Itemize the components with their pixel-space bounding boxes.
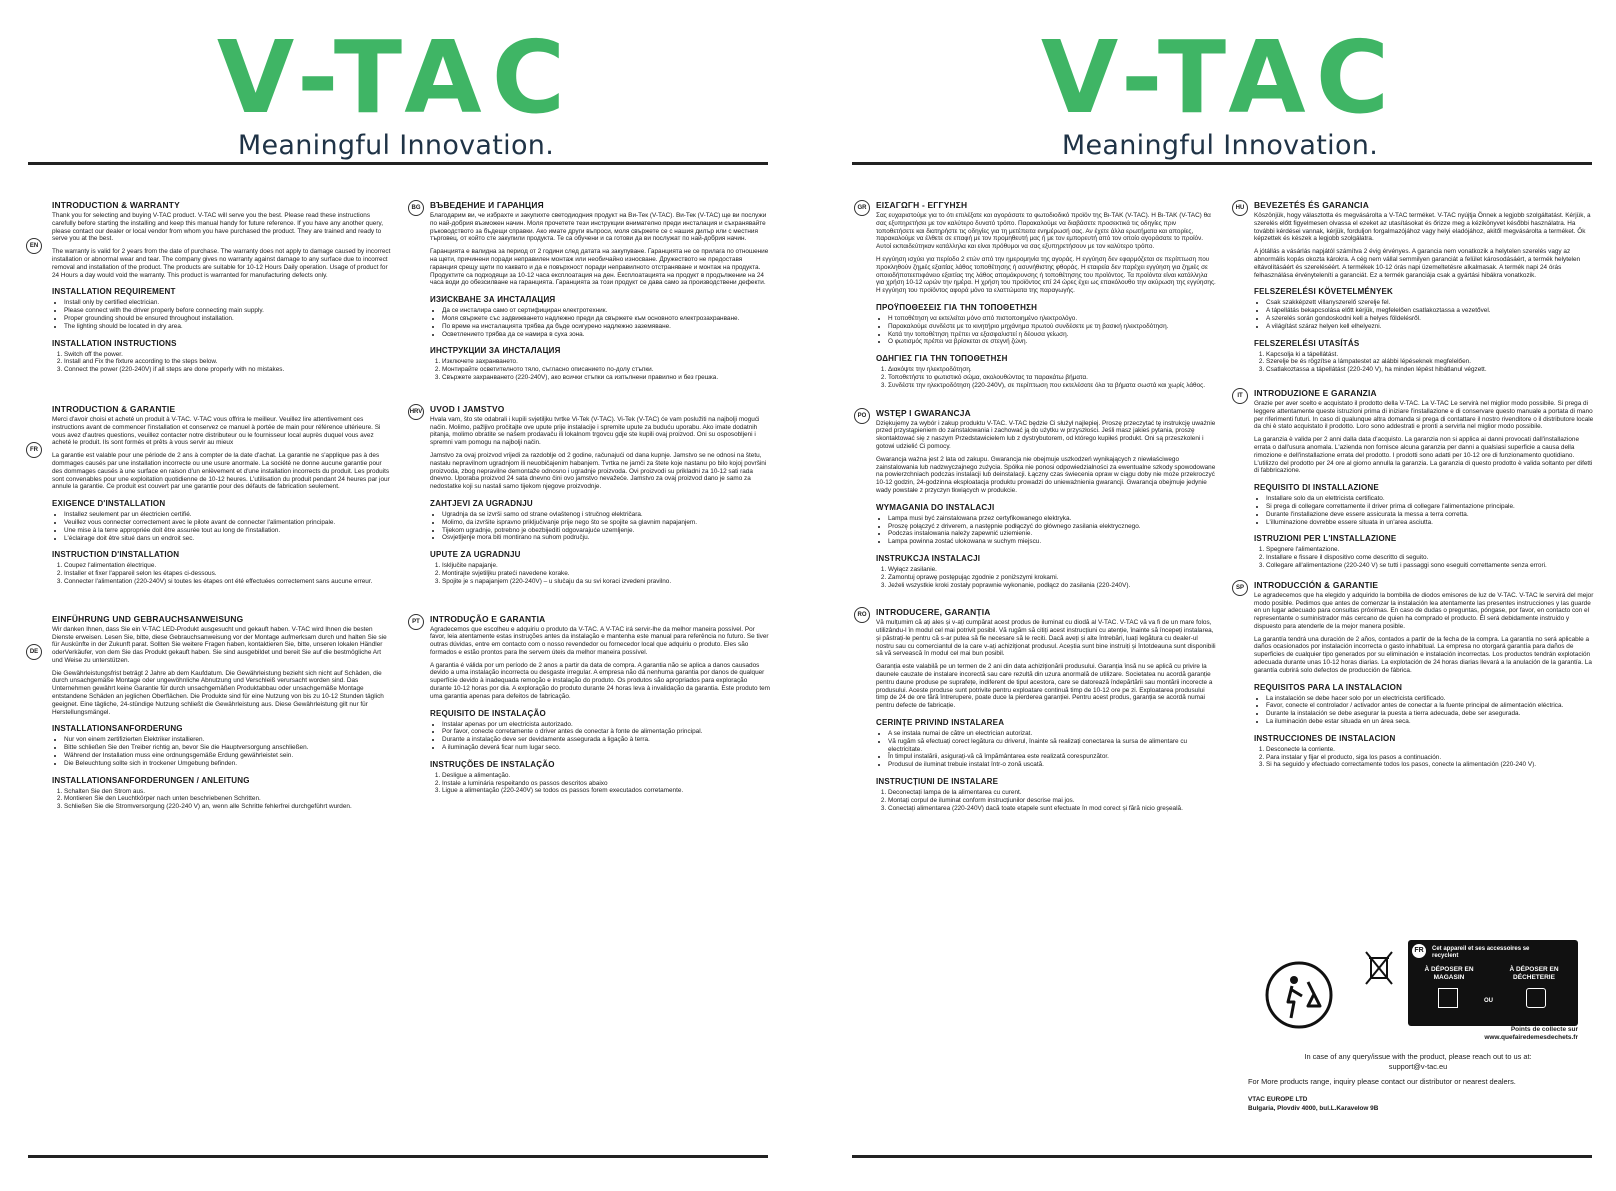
paragraph: Garanția este valabilă pe un termen de 2 ani din data achiziționării produsului. Garanția însă nu se aplică cu privire la daunele cauzate de instalare incorectă sau care rezultă din uzura anormală de utilizare. Societatea nu acordă garanție pentru daune produse pe suprafețe, indiferent de tipul acestora, care se datorează îndepărtării sau montării incorecte a produsului. Aceste produse sunt potrivite pentru exploatare continuă timp de 10-12 ore pe zi. Exploatarea produsului timp de 24 de ore fără întrerupere, poate duce la pierderea garanției. Pentru acest produs, garanția se acordă numai pentru defecte de fabricație. xyxy=(876,663,1213,710)
requirement-list xyxy=(430,511,770,542)
section-title: WSTĘP I GWARANCJA xyxy=(876,407,971,418)
list-item: • Osvjetljenje mora biti montirano na suhom području. xyxy=(442,534,770,542)
subheading: INSTALLATION INSTRUCTIONS xyxy=(52,338,177,348)
list-item: 1. Switch off the power. xyxy=(64,351,392,359)
logo-wordmark: V-TAC xyxy=(1040,19,1400,136)
bottom-rule xyxy=(28,1155,768,1158)
section-pt xyxy=(412,613,770,796)
paragraph: Hvala vam, što ste odabrali i kupili svjetiljku tvrtke Vi-Tek (V-TAC). Vi-Tek (V-TAC) će vam poslužiti na najbolji mogući način. Molimo, pažljivo pročitajte ove upute prije instalacije i spremite upute za buduću uporabu. Ako imate dodatnih pitanja, molimo obratite se našem prodavaču ili lokalnom trgovcu gdje ste kupili ovaj proizvod. Oni su osposobljeni i spremni vam pomogu na najbolji način. xyxy=(430,415,760,447)
requirement-list xyxy=(876,315,1216,346)
requirement-list xyxy=(1254,495,1594,526)
section-en xyxy=(29,200,392,374)
subheading: ΠΡΟΫΠΟΘΕΣΕΙΣ ΓΙΑ ΤΗΝ ΤΟΠΟΘΕΤΗΣΗ xyxy=(876,302,1038,312)
contact-line: For More products range, inquiry please contact our distributor or nearest dealers. xyxy=(1248,1077,1516,1086)
list-item: • Παρακαλούμε συνδέστε με το κινητήριο μηχάνημα πρωτού συνδέσετε με τη βασική ηλεκτροδότηση. xyxy=(888,323,1216,331)
paragraph: Die Gewährleistungsfrist beträgt 2 Jahre ab dem Kaufdatum. Die Gewährleistung bezieht sich nicht auf Schäden, die durch unsachgemäße Montage oder ungewöhnliche Abnutzung und Verschleiß verursacht worden sind. Das Unternehmen gewährt keine Garantie für durch unsachgemäßen Produktabbau oder unsachgemäße Montage entstandene Schäden an jeglichen Oberflächen. Die Produkte sind für eine Nutzung von bis zu 10-12 Stunden täglich geeignet. Eine tägliche, 24-stündige Nutzung schließt die Gewährleistung aus. Diese Gewährleistung gilt nur für Herstellungsmängel. xyxy=(52,669,384,716)
section-title: ΕΙΣΑΓΩΓΗ - ΕΓΓΥΗΣΗ xyxy=(876,200,968,210)
recycle-info-box xyxy=(1408,940,1578,1026)
subheading: INSTRUCȚIUNI DE INSTALARE xyxy=(876,777,999,787)
list-item: • The lighting should be located in dry area. xyxy=(64,323,392,331)
instruction-list xyxy=(876,566,1216,589)
list-item: • Durante a instalação deve ser devidamente assegurada a ligação à terra. xyxy=(442,736,770,744)
list-item: 1. Isključite napajanje. xyxy=(442,562,770,570)
instruction-list xyxy=(52,351,392,374)
list-item: • Lampa powinna zostać ulokowana w suchym miejscu. xyxy=(888,538,1216,546)
subheading: ISTRUZIONI PER L'INSTALLAZIONE xyxy=(1254,534,1397,544)
list-item: 3. Csatlakoztassa a tápellátást (220-240 V), ha minden lépést hibátlanul végzett. xyxy=(1266,366,1594,374)
list-item: • Installare solo da un elettricista certificato. xyxy=(1266,495,1594,503)
list-item: • Podczas instalowania należy zapewnić uziemienie. xyxy=(888,530,1216,538)
list-item: 3. Conectați alimentarea (220-240V) dacă toate etapele sunt efectuate în mod corect și fără nicio greșeală. xyxy=(888,805,1216,813)
paragraph: Agradecemos que escolheu e adquiriu o produto da V-TAC. A V-TAC irá servir-lhe da melhor maneira possível. Por favor, leia atentamente estas instruções antes da instalação e mantenha este manual para referência no futuro. Se tiver outras dúvidas, entre em contacto com o nosso revendedor ou fornecedor local que adquiriu o produto. Eles são formados e estão prontos para lhe servem úteis da melhor maneira possível. xyxy=(430,625,769,656)
list-item: 1. Coupez l'alimentation électrique. xyxy=(64,562,392,570)
requirement-list xyxy=(876,515,1216,546)
subheading: INSTRUCTION D'INSTALLATION xyxy=(52,550,180,560)
or-label: OU xyxy=(1484,998,1493,1004)
list-item: 3. Ligue a alimentação (220-240V) se todos os passos forem executados corretamente. xyxy=(442,787,770,795)
subheading: INSTALLATION REQUIREMENT xyxy=(52,287,176,297)
subheading: ИНСТРУКЦИИ ЗА ИНСТАЛАЦИЯ xyxy=(430,346,561,356)
collection-points xyxy=(1408,1026,1578,1042)
instruction-list xyxy=(430,562,770,585)
subheading: FELSZERELÉSI UTASÍTÁS xyxy=(1254,338,1360,348)
list-item: 3. Connect the power (220-240V) if all steps are done properly with no mistakes. xyxy=(64,366,392,374)
paragraph: Grazie per aver scelto e acquistato il prodotto della V-TAC. La V-TAC Le servirà nel miglior modo possibile. Si prega di leggere attentamente queste istruzioni prima di iniziare l'installazione e di conservare questo manuale a portata di mano per riferimenti futuri. In caso di qualunque altra domanda si prega di contattare il nostro rivenditore o il distributore locale da chi è stato acquistato il prodotto. Loro sono addestrati e pronti a servirla nel miglior modo possibile. xyxy=(1254,399,1594,431)
list-item: 2. Installer et fixer l'appareil selon les étapes ci-dessous. xyxy=(64,570,392,578)
store-dropoff: À DÉPOSER EN MAGASIN xyxy=(1424,966,1474,981)
subheading: REQUISITO DE INSTALAÇÃO xyxy=(430,708,546,718)
list-item: 3. Spojite je s napajanjem (220-240V) – u slučaju da su svi koraci izvedeni pravilno. xyxy=(442,578,770,586)
paragraph: Wir danken Ihnen, dass Sie ein V-TAC LED-Produkt ausgesucht und gekauft haben. V-TAC wird Ihnen die besten Dienste erweisen. Lesen Sie, bitte, diese Gebrauchsanweisung vor der Montage aufmerksam durch und halten Sie sie für Auskünfte in der Zukunft parat. Sollten Sie weitere Fragen haben, kontaktieren Sie, bitte, unseren lokalen Händler oderVerkäufer, von dem Sie das Produkt gekauft haben. Sie sind ausgebildet und bereit Sie auf die bestmögliche Art und Weise zu unterstützen. xyxy=(52,625,387,664)
list-item: • Bitte schließen Sie den Treiber richtig an, bevor Sie die Hauptversorgung anschließen. xyxy=(64,744,392,752)
page-left xyxy=(0,0,792,1191)
company-name: VTAC EUROPE LTD xyxy=(1248,1095,1308,1103)
list-item: • Si prega di collegare correttamente il driver prima di collegare l'alimentazione principale. xyxy=(1266,503,1594,511)
subheading: CERINȚE PRIVIND INSTALAREA xyxy=(876,718,1005,728)
page-gap xyxy=(792,0,824,1191)
list-item: • Veuillez vous connecter correctement avec le pilote avant de connecter l'alimentation principale. xyxy=(64,519,392,527)
list-item: 2. Montieren Sie den Leuchtkörper nach unten beschriebenen Schritten. xyxy=(64,795,392,803)
list-item: 2. Τοποθετήστε το φωτιστικό σώμα, ακολουθώντας τα παρακάτω βήματα. xyxy=(888,374,1216,382)
list-item: 2. Install and Fix the fixture according to the steps below. xyxy=(64,358,392,366)
list-item: • Instalar apenas por um electricista autorizado. xyxy=(442,721,770,729)
list-item: 1. Διακόψτε την ηλεκτροδότηση. xyxy=(888,366,1216,374)
section-title: INTRODUCTION & GARANTIE xyxy=(52,403,176,414)
paragraph: La garanzia è valida per 2 anni dalla data d'acquisto. La garanzia non si applica ai danni provocati dall'installazione errata o dall'usura anomala. L'azienda non fornisce alcuna garanzia per danni a qualsiasi superficie a causa della rimozione e dell'installazione errata del prodotto. I prodotti sono adatti per 10-12 ore di funzionamento quotidiano. L'utilizzo del prodotto per 24 ore al giorno annulla la garanzia. La garanzia di questo prodotto è valida soltanto per difetti di fabbricazione. xyxy=(1254,436,1593,475)
lang-badge: PO xyxy=(854,408,870,424)
list-item: • Install only by certified electrician. xyxy=(64,299,392,307)
lang-badge: SP xyxy=(1232,580,1248,596)
list-item: • Lampa musi być zainstalowana przez certyfikowanego elektryka. xyxy=(888,515,1216,523)
list-item: 1. Изключете захранването. xyxy=(442,358,770,366)
instruction-list xyxy=(876,366,1216,389)
column-left-1 xyxy=(29,200,392,815)
column-left-2 xyxy=(409,200,770,799)
subheading: INSTALLATIONSANFORDERUNGEN / ANLEITUNG xyxy=(52,775,250,785)
list-item: • Während der Installation muss eine ordnungsgemäße Erdung gewährleistet sein. xyxy=(64,752,392,760)
paragraph: Благодарим ви, че избрахте и закупихте светодиодния продукт на Ви-Тек (V-TAC). Ви-Тек (V-TAC) ще ви послужи по най-добрия възможен начин. Моля прочетете тези инструкции внимателно преди инсталация и съхранявайте ръководството за бъдещи справки. Ако имате други въпроси, моля свържете се с нашия дилър или с местния търговец, от който сте закупили продукта. Те са обучени и са готови да ви послужат по най-добрия начин. xyxy=(430,212,767,243)
subheading: EXIGENCE D'INSTALLATION xyxy=(52,499,166,509)
section-it xyxy=(1237,387,1594,570)
list-item: 2. Montirajte svjetiljku prateći navedene korake. xyxy=(442,570,770,578)
top-rule xyxy=(852,162,1592,165)
requirement-list xyxy=(876,730,1216,769)
list-item: • Моля свържете със задвижването надлежно преди да свържете към основното електрозахранване. xyxy=(442,315,770,323)
list-item: 2. Installare e fissare il dispositivo come descritto di seguito. xyxy=(1266,554,1594,562)
lang-badge: RO xyxy=(854,607,870,623)
instruction-list xyxy=(430,358,770,381)
requirement-list xyxy=(1254,695,1594,726)
subheading: INSTRUCCIONES DE INSTALACION xyxy=(1254,733,1396,743)
list-item: 1. Spegnere l'alimentazione. xyxy=(1266,546,1594,554)
logo-wordmark: V-TAC xyxy=(216,19,576,136)
section-gr xyxy=(857,200,1216,390)
requirement-list xyxy=(52,736,392,767)
list-item: • Favor, conecte el controlador / activador antes de conectar a la fuente principal de alimentación eléctrica. xyxy=(1266,702,1594,710)
list-item: 1. Desligue a alimentação. xyxy=(442,772,770,780)
crossed-bin-icon xyxy=(1364,950,1394,986)
recycle-line: Cet appareil et ses accessoires se recyclent xyxy=(1432,946,1530,959)
list-item: 3. Si ha seguido y efectuado correctamente todos los pasos, conecte la alimentación (220-240 V). xyxy=(1266,761,1594,769)
list-item: • Installez seulement par un électricien certifié. xyxy=(64,511,392,519)
paragraph: Le agradecemos que ha elegido y adquirido la bombilla de diodos emisores de luz de V-TAC. V-TAC le servirá del mejor modo posible. Pedimos que antes de comenzar la instalación lea atentamente las presentes instrucciones y las guarde en un lugar adecuado para consultas próximas. En caso de dudas o preguntas, póngase, por favor, en contacto con el representante o suministrador más cercano de quien ha comprado el producto. Él será debidamente instruido y dispuesto para atenderle de la mejor manera posible. xyxy=(1254,591,1594,630)
contact-line: In case of any query/issue with the product, please reach out to us at: xyxy=(1304,1052,1532,1061)
list-item: • La iluminación debe estar situada en un área seca. xyxy=(1266,718,1594,726)
paragraph: A garantia é válida por um período de 2 anos a partir da data de compra. A garantia não se aplica a danos causados devido a uma instalação incorrecta ou desgaste irregular. A empresa não dá nenhuma garantia por danos de qualquer superfície devido à inadequada remoção e instalação do produto. Os produtos são apropriados para exploração durante 10-12 horas por dia. A exploração do produto durante 24 horas leva à invalidação da garantia. Este produto tem uma garantia apenas para defeitos de fabricação. xyxy=(430,661,770,700)
section-ro xyxy=(857,607,1216,812)
list-item: • Vă rugăm să efectuați corect legătura cu driverul, înainte să realizați conectarea la sursa de alimentare cu electricitate. xyxy=(888,738,1216,754)
list-item: 3. Collegare all'alimentazione (220-240 V) se tutti i passaggi sono eseguiti correttamente senza errori. xyxy=(1266,562,1594,570)
list-item: • A se instala numai de către un electrician autorizat. xyxy=(888,730,1216,738)
instruction-list xyxy=(52,788,392,811)
lang-badge: FR xyxy=(26,442,42,458)
section-title: INTRODUÇÃO E GARANTIA xyxy=(430,613,546,624)
instruction-list xyxy=(52,562,392,585)
subheading: ИЗИСКВАНЕ ЗА ИНСТАЛАЦИЯ xyxy=(430,295,556,305)
section-title: INTRODUCERE, GARANȚIA xyxy=(876,607,991,618)
lang-badge: HRV xyxy=(408,404,424,420)
logo-tagline: Meaningful Innovation. xyxy=(1061,130,1379,161)
list-item: • L'illuminazione dovrebbe essere situata in un'area asciutta. xyxy=(1266,519,1594,527)
section-es xyxy=(1235,579,1594,770)
instruction-list xyxy=(876,789,1216,812)
paragraph: The warranty is valid for 2 years from the date of purchase. The warranty does not apply to damage caused by incorrect installation or abnormal wear and tear. The company gives no warranty against damage to any surface due to incorrect removal and installation of the product. The products are suitable for 10-12 Hours Daily operation. Usage of product for 24 Hours a day would void the warranty. This product is warranted for manufacturing defects only. xyxy=(52,248,391,279)
list-item: • Η τοποθέτηση να εκτελείται μόνο από πιστοποιημένο ηλεκτρολόγο. xyxy=(888,315,1216,323)
list-item: 1. Wyłącz zasilanie. xyxy=(888,566,1216,574)
company-address: Bulgaria, Plovdiv 4000, bul.L.Karavelow 9B xyxy=(1248,1105,1379,1112)
list-item: • Por favor, conecte corretamente o driver antes de conectar à fonte de alimentação principal. xyxy=(442,728,770,736)
list-item: • Molimo, da izvršite ispravno priključivanje prije nego što se spojite sa glavnim napajanjem. xyxy=(442,519,770,527)
list-item: 1. Deconectați lampa de la alimentarea cu curent. xyxy=(888,789,1216,797)
list-item: • A iluminação deverá ficar num lugar seco. xyxy=(442,744,770,752)
brand-logo xyxy=(0,19,792,161)
list-item: • Осветлението трябва да се намира в суха зона. xyxy=(442,331,770,339)
list-item: 2. Instale a luminária respeitando os passos descritos abaixo xyxy=(442,780,770,788)
paragraph: La garantie est valable pour une période de 2 ans à compter de la date d'achat. La garantie ne s'applique pas à des dommages causés par une installation incorrecte ou une usure anormale. La société ne donne aucune garantie pour des dommages causés à une surface en raison d'un enlèvement et d'une installation incorrects du produit. Les produits sont convenables pour une exploitation quotidienne de 10-12 heures. L'utilisation du produit pendant 24 heures par jour annule la garantie. Ce produit est couvert par une garantie pour des défauts de fabrication seulement. xyxy=(52,452,390,491)
section-de xyxy=(29,613,392,811)
lang-badge: PT xyxy=(408,614,424,630)
store-icon xyxy=(1438,988,1458,1008)
paragraph: Jamstvo za ovaj proizvod vrijedi za razdoblje od 2 godine, računajući od dana kupnje. Jamstvo se ne odnosi na štetu, nastalu nepravilnom ugradnjom ili neuobičajenim habanjem. Tvrtka ne jamči za štete koje nastanu po bilo kojoj površini proizvoda, zbog nepravilne demontaže odnosno i ugradnje proizvoda. Ovi proizvodi su prikladni za 10-12 sati rada dnevno. Uporaba proizvod 24 sata dnevno čini ovo jamstvo nevažeće. Jamstvo za ovaj proizvod dano je samo za nedostatke koji su nastali samo tijekom njegove proizvodnje. xyxy=(430,451,767,491)
list-item: • Tijekom ugradnje, potrebno je obezbijediti odgovarajuće uzemljenje. xyxy=(442,527,770,535)
section-title: INTRODUZIONE E GARANZIA xyxy=(1254,387,1377,398)
paragraph: Thank you for selecting and buying V-TAC product. V-TAC will serve you the best. Please read these instructions carefully before starting the installing and keep this manual handy for future reference. If you have any another query, please contact our dealer or local vendor from whom you have purchased the product. They are trained and ready to serve you at the best. xyxy=(52,212,383,243)
list-item: • Ο φωτισμός πρέπει να βρίσκεται σε στεγνή ζώνη. xyxy=(888,338,1216,346)
paragraph: Σας ευχαριστούμε για το ότι επιλέξατε και αγοράσατε το φωτοδιοδικό προϊόν της Βι-ΤΑΚ (V-TAC). Η Βι-ΤΑΚ (V-TAC) θα σας εξυπηρετήσει με τον καλύτερο δυνατό τρόπο. Παρακαλούμε να διαβάσετε προσεκτικά τις οδηγίες πριν τοποθετήσετε και διατηρήστε τις οδηγίες για τη μετέπειτα ενημέρωσή σας. Αν έχετε άλλα ερωτήματα και απορίες, παρακαλούμε να έλθετε σε επαφή με τον προμηθευτή μας ή με τον εμπορευτή από τον οποίο αγοράσατε το προϊόν. Αυτοί εκπαιδεύτηκαν κατάλληλα και είναι πρόθυμοι να σας εξυπηρετήσουν με τον καλύτερο τρόπο. xyxy=(876,212,1211,251)
list-item: 2. Zamontuj oprawę postępując zgodnie z poniższymi krokami. xyxy=(888,574,1216,582)
list-item: • Nur von einem zertifizierten Elektriker installieren. xyxy=(64,736,392,744)
section-hu xyxy=(1235,200,1594,374)
section-hr xyxy=(409,403,770,586)
paragraph: Merci d'avoir choisi et acheté un produit à V-TAC. V-TAC vous offrira le meilleur. Veuillez lire attentivement ces instructions avant de commencer l'installation et conservez ce manuel à portée de main pour référence ultérieure. Si vous avez d'autres questions, veuillez contacter notre distributeur ou le fournisseur local auprès duquel vous avez acheté le produit. Ils sont formés et prêts à vous servir au mieux xyxy=(52,415,381,447)
bottom-rule xyxy=(852,1155,1592,1158)
list-item: • Durante la instalación se debe asegurar la puesta a tierra adecuada, debe ser asegurada. xyxy=(1266,710,1594,718)
triman-recycle-icon xyxy=(1264,960,1334,1030)
list-item: • La instalación se debe hacer solo por un electricista certificado. xyxy=(1266,695,1594,703)
section-title: EINFÜHRUNG UND GEBRAUCHSANWEISUNG xyxy=(52,613,244,624)
list-item: • A világítást száraz helyen kell elhelyezni. xyxy=(1266,323,1594,331)
collection-label: Points de collecte sur xyxy=(1510,1026,1578,1033)
subheading: WYMAGANIA DO INSTALACJI xyxy=(876,502,995,512)
top-rule xyxy=(28,162,768,165)
list-item: 3. Συνδέστε την ηλεκτροδότηση (220-240V), σε περίπτωση που εκτελέσατε όλα τα βήματα σωστά και χωρίς λάθος. xyxy=(888,382,1216,390)
list-item: 2. Montați corpul de iluminat conform instrucțiunilor descrise mai jos. xyxy=(888,797,1216,805)
paragraph: Гаранцията е валидна за период от 2 години след датата на закупуване. Гаранцията не се прилага по отношение на щети, причинени поради неправилен монтаж или необичайно износване. Дружеството не предоставя гаранция срещу щети по каквато и да е повърхност поради неправилното отстраняване и монтаж на продукта. Продуктите са подходящи за 10-12 часа експлоатация на ден. Експлоатацията на продукт в продължение на 24 часа води до обезсилване на гаранцията. Гаранцията за този продукт се дава само за производствени дефекти. xyxy=(430,248,769,287)
list-item: • Да се инсталира само от сертифициран електротехник. xyxy=(442,307,770,315)
list-item: • Produsul de iluminat trebuie instalat într-o zonă uscată. xyxy=(888,761,1216,769)
section-title: BEVEZETÉS ÉS GARANCIA xyxy=(1254,200,1369,210)
instruction-list xyxy=(1254,746,1594,769)
list-item: • Die Beleuchtung sollte sich in trockener Umgebung befinden. xyxy=(64,760,392,768)
list-item: • A szerelés során gondoskodni kell a helyes földelésről. xyxy=(1266,315,1594,323)
list-item: • Csak szakképzett villanyszerelő szerelje fel. xyxy=(1266,299,1594,307)
subheading: UPUTE ZA UGRADNJU xyxy=(430,550,521,560)
section-bg xyxy=(411,200,770,382)
paragraph: Gwarancja ważna jest 2 lata od zakupu. Gwarancja nie obejmuje uszkodzeń wynikających z niewłaściwego zainstalowania lub nadzwyczajnego zużycia. Spółka nie ponosi odpowiedzialności za ewentualne szkody spowodowane na powierzchniach podczas instalacji lub deinstalacji. Łączny czas świecenia opraw w ciągu doby nie może przekroczyć 10-12 godzin, 24-godzinna eksploatacja produktu prowadzi do unieważnienia gwarancji. Gwarancja obejmuje jedynie wady powstałe z przyczyn tkwiących w produkcie. xyxy=(876,455,1216,494)
requirement-list xyxy=(1254,299,1594,330)
list-item: 1. Schalten Sie den Strom aus. xyxy=(64,788,392,796)
subheading: INSTRUKCJA INSTALACJI xyxy=(876,553,981,563)
column-right-2 xyxy=(1235,200,1594,773)
paragraph: La garantía tendrá una duración de 2 años, contados a partir de la fecha de la compra. La garantía no será aplicable a daños ocasionados por instalación incorrecta o gasto inhabitual. La empresa no otorgará garantía para daños de superficies de cualquier tipo generados por su eliminación e instalación incorrectas. Los productos tendrán explotación adecuada durante unas 10-12 horas diarias. La explotación de 24 horas diarias llevará a la anulación de la garantía. La garantía cubrirá solo defectos de producción de fábrica. xyxy=(1254,635,1592,674)
column-right-1 xyxy=(857,200,1216,816)
list-item: • Please connect with the driver properly before connecting main supply. xyxy=(64,307,392,315)
section-fr xyxy=(30,403,392,586)
lang-badge: HU xyxy=(1232,200,1248,216)
paragraph: Η εγγύηση ισχύει για περίοδο 2 ετών από την ημερομηνία της αγοράς. Η εγγύηση δεν εφαρμόζεται σε περίπτωση που προκληθούν ζημιές εξαιτίας λάθος τοποθέτησης ή ασυνήθιστης φθοράς. Η εταιρεία δεν παρέχει εγγύηση για ζημιές σε οποιοδήποτεεπιφάνειο εξαιτίας της λάθος απομάκρυνσης ή τοποθέτησης του προϊόντος. Τα προϊόντα είναι κατάλληλα για χρήση 10-12 ωρών την ημέρα. Η χρήση του προϊόντος επί 24 ώρες έχει ως επακόλουθο την ακύρωση της εγγύησης. Η εγγύηση του προϊόντος αφορά μόνο τα ελαττώματα της παραγωγής. xyxy=(876,255,1216,295)
paragraph: Köszönjük, hogy választotta és megvásárolta a V-TAC terméket. V-TAC nyújtja Önnek a legjobb szolgáltatást. Kérjük, a szerelés előtt figyelmesen olvassa el ezeket az utasításokat és őrizze meg a kézikönyvet későbbi használatra. Ha további kérdései vannak, kérjük, forduljon forgalmazójához vagy helyi eladójához, akitől megvásárolta a terméket. Ők képzettek és készek a legjobb szolgálatra. xyxy=(1254,212,1591,243)
list-item: 3. Jeżeli wszystkie kroki zostały poprawnie wykonanie, podłącz do zasilania (220-240V). xyxy=(888,582,1216,590)
list-item: • L'éclairage doit être situé dans un endroit sec. xyxy=(64,535,392,543)
list-item: 1. Kapcsolja ki a tápellátást. xyxy=(1266,351,1594,359)
requirement-list xyxy=(430,307,770,338)
list-item: • Ugradnja da se izvrši samo od strane ovlaštenog i stručnog električara. xyxy=(442,511,770,519)
dump-icon xyxy=(1526,988,1546,1008)
paragraph: A jótállás a vásárlás napjától számítva 2 évig érvényes. A garancia nem vonatkozik a helytelen szerelés vagy az abnormális kopás okozta károkra. A cég nem vállal semmilyen garanciát a felület károsodásáért, a termék helytelen eltávolításáért és szereléséért. A termékek 10-12 órás napi üzemeltetésre alkalmasak. A termék napi 24 órás felhasználása érvényteleníti a garanciát. Ez a termék garanciája csak a gyártási hibákra vonatkozik. xyxy=(1254,248,1581,279)
page-right xyxy=(824,0,1616,1191)
section-title: UVOD I JAMSTVO xyxy=(430,403,505,414)
paragraph: Dziękujemy za wybór i zakup produktu V-TAC. V-TAC będzie Ci służył najlepiej. Proszę przeczytać tę instrukcję uważnie przed przystąpieniem do zainstalowania i zachować ją do użytku w przyszłości. Jeśli masz jakieś pytania, proszę skontaktować się z naszym Przedstawicielem lub z dystrybutorem, od którego kupiłeś produkt. Oni są przeszkoleni i gotowi udzielić Ci pomocy. xyxy=(876,419,1216,450)
subheading: ZAHTJEVI ZA UGRADNJU xyxy=(430,498,533,508)
instruction-list xyxy=(430,772,770,795)
instruction-list xyxy=(1254,546,1594,569)
lang-badge: EN xyxy=(26,238,42,254)
instruction-list xyxy=(1254,351,1594,374)
collection-site: www.quefairedemesdechets.fr xyxy=(1484,1034,1578,1041)
list-item: 3. Connecter l'alimentation (220-240V) si toutes les étapes ont été effectuées correctement sans aucune erreur. xyxy=(64,578,392,586)
subheading: INSTRUÇÕES DE INSTALAÇÃO xyxy=(430,759,555,769)
list-item: • În timpul instalării, asigurați-vă că împământarea este realizată corespunzător. xyxy=(888,753,1216,761)
subheading: ΟΔΗΓΙΕΣ ΓΙΑ ΤΗΝ ΤΟΠΟΘΕΤΗΣΗ xyxy=(876,354,1008,364)
section-title: INTRODUCTION & WARRANTY xyxy=(52,200,180,210)
dump-dropoff: À DÉPOSER EN DÉCHETERIE xyxy=(1509,966,1559,981)
list-item: 3. Свържете захранването (220-240V), ако всички стъпки са изпълнени правилно и без грешка. xyxy=(442,374,770,382)
section-pl xyxy=(857,407,1216,590)
list-item: 2. Монтирайте осветителното тяло, съгласно описанието по-долу стъпки. xyxy=(442,366,770,374)
list-item: • A tápellátás bekapcsolása előtt kérjük, megfelelően csatlakoztassa a vezetővel. xyxy=(1266,307,1594,315)
logo-tagline: Meaningful Innovation. xyxy=(237,130,555,161)
subheading: INSTALLATIONSANFORDERUNG xyxy=(52,724,183,734)
requirement-list xyxy=(52,299,392,330)
list-item: 2. Szerelje be és rögzítse a lámpatestet az alábbi lépéseknek megfelelően. xyxy=(1266,358,1594,366)
lang-badge: IT xyxy=(1232,388,1248,404)
list-item: 1. Desconecte la corriente. xyxy=(1266,746,1594,754)
list-item: 2. Para instalar y fijar el producto, siga los pasos a continuación. xyxy=(1266,754,1594,762)
lang-badge: DE xyxy=(26,644,42,660)
list-item: • По време на инсталацията трябва да бъде осигурено надлежно заземяване. xyxy=(442,323,770,331)
list-item: • Κατά την τοποθέτηση πρέπει να εξασφαλιστεί η δέουσα γείωση. xyxy=(888,331,1216,339)
subheading: REQUISITOS PARA LA INSTALACION xyxy=(1254,682,1403,692)
list-item: • Proszę połączyć z driverem, a następnie podłączyć do głównego zasilania elektrycznego. xyxy=(888,523,1216,531)
subheading: FELSZERELÉSI KÖVETELMÉNYEK xyxy=(1254,287,1393,297)
country-badge: FR xyxy=(1412,944,1426,958)
contact-email[interactable]: support@v-tac.eu xyxy=(1388,1061,1448,1071)
requirement-list xyxy=(430,721,770,752)
subheading: REQUISITO DI INSTALLAZIONE xyxy=(1254,483,1379,493)
contact-block xyxy=(1248,1052,1588,1114)
paragraph: Vă mulțumim că ați ales și v-ați cumpărat acest produs de iluminat cu diodă al V-TAC. V-TAC vă va fi de un mare folos, utilizându-l în modul cel mai potrivit posibil. Vă rugăm să citiți acest instrucțiuni cu atenție, înainte să începeți instalarea, și păstrați-le pentru că s-ar putea să fie necesare să le reciti. Dacă aveți și alte întrebări, luați legătura cu dealer-ul nostru sau cu comerciantul de la care v-ați achiziționat produsul. Aceștia sunt bine instruiți și întotdeauna sunt disponibili să vă servească în modul cel mai bun posibil. xyxy=(876,619,1216,658)
lang-badge: BG xyxy=(408,200,424,216)
list-item: • Proper grounding should be ensured throughout installation. xyxy=(64,315,392,323)
requirement-list xyxy=(52,511,392,542)
brand-logo xyxy=(824,19,1616,161)
list-item: • Durante l'installazione deve essere assicurata la messa a terra corretta. xyxy=(1266,511,1594,519)
section-title: INTRODUCCIÓN & GARANTIE xyxy=(1254,579,1379,590)
list-item: 3. Schließen Sie die Stromversorgung (220-240 V) an, wenn alle Schritte fehlerfrei durchgeführt wurden. xyxy=(64,803,392,811)
list-item: • Une mise à la terre appropriée doit être assurée tout au long de l'installation. xyxy=(64,527,392,535)
lang-badge: GR xyxy=(854,200,870,216)
section-title: ВЪВЕДЕНИЕ И ГАРАНЦИЯ xyxy=(430,200,544,210)
